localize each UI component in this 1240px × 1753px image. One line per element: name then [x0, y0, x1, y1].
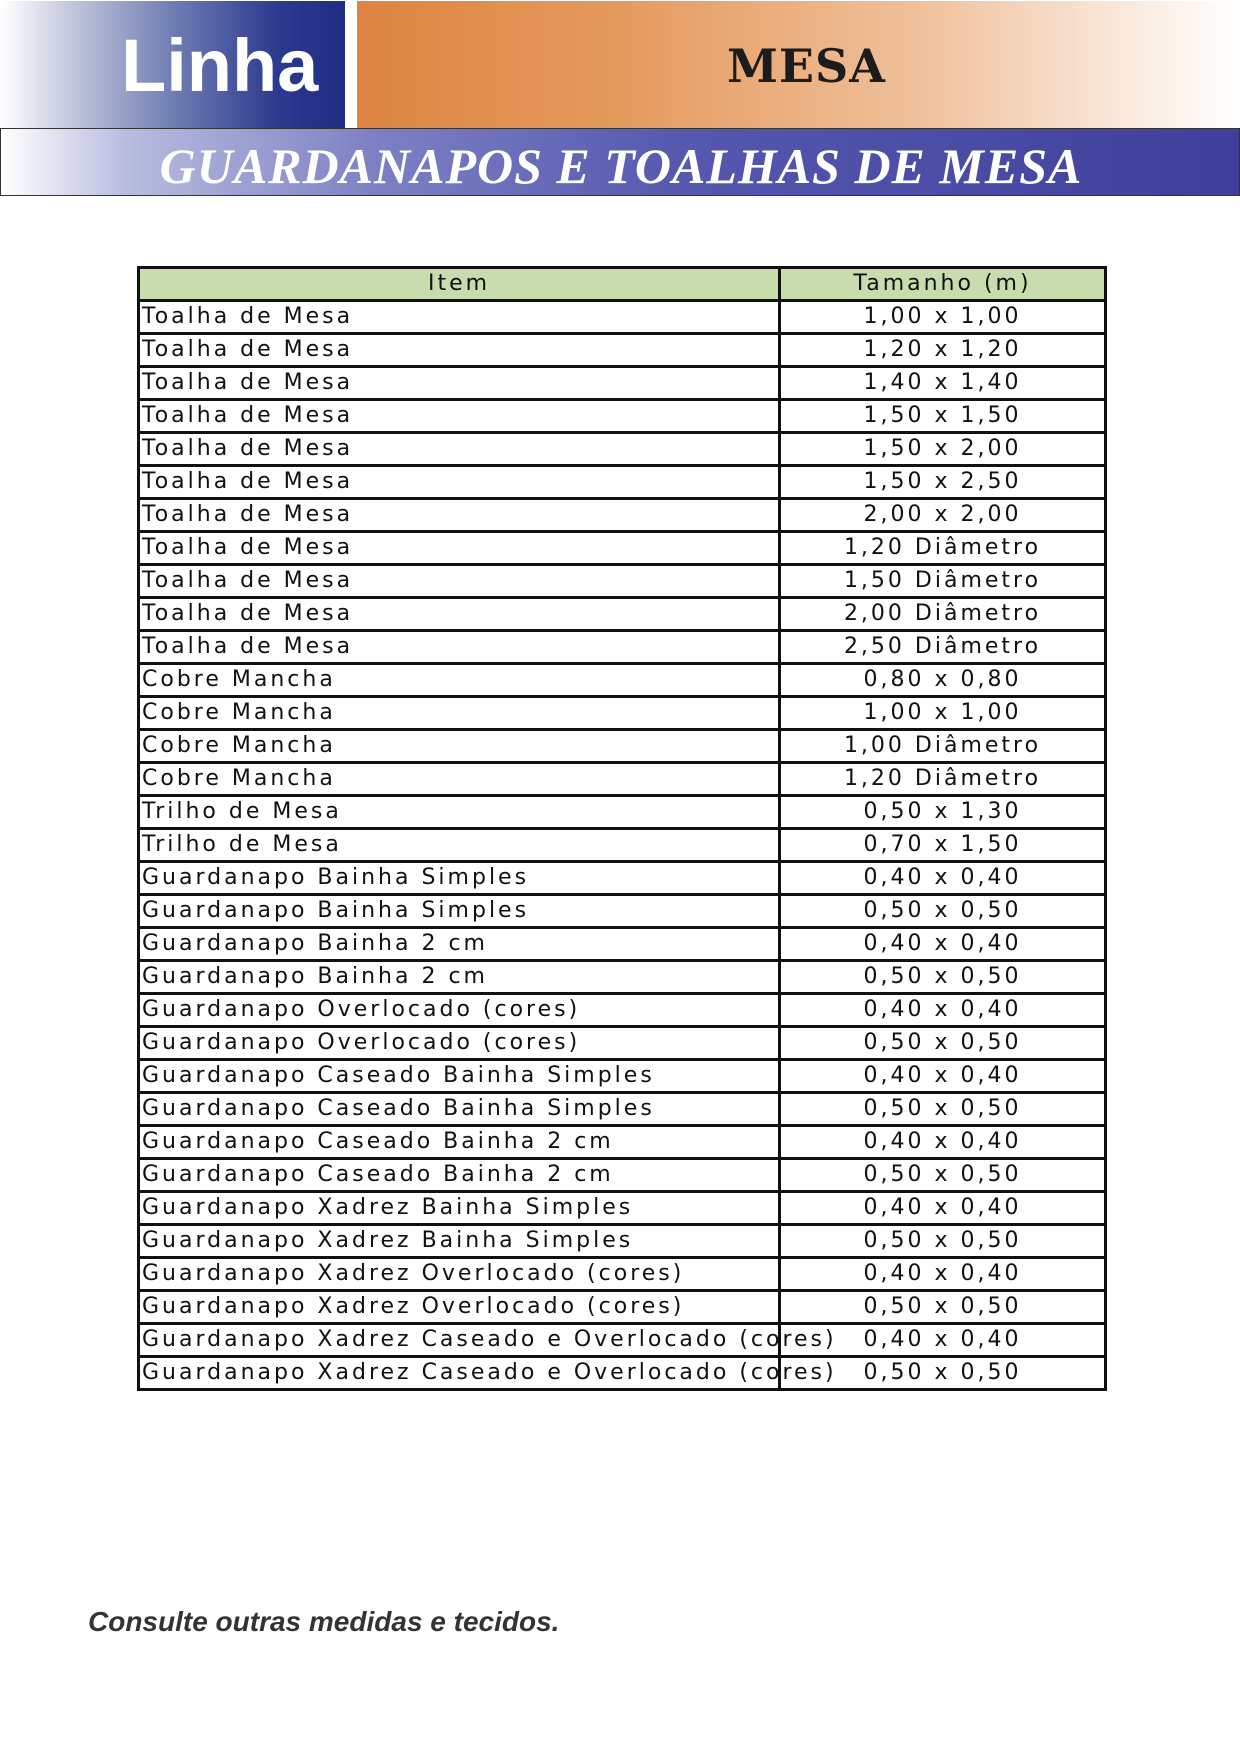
table-row	[139, 1159, 1106, 1192]
table-row	[139, 466, 1106, 499]
item-cell: Guardanapo Bainha 2 cm	[139, 928, 780, 961]
size-cell: 0,50 x 0,50	[780, 1027, 1106, 1060]
size-cell: 0,40 x 0,40	[780, 1258, 1106, 1291]
size-cell: 0,50 x 0,50	[780, 1291, 1106, 1324]
table-row	[139, 334, 1106, 367]
size-cell: 0,50 x 0,50	[780, 1225, 1106, 1258]
item-cell: Guardanapo Overlocado (cores)	[139, 1027, 780, 1060]
size-cell: 1,20 Diâmetro	[780, 532, 1106, 565]
product-table-container	[137, 266, 1107, 1391]
size-cell: 0,50 x 0,50	[780, 961, 1106, 994]
item-cell: Toalha de Mesa	[139, 433, 780, 466]
column-header-item: Item	[139, 268, 780, 301]
item-cell: Guardanapo Bainha 2 cm	[139, 961, 780, 994]
table-row	[139, 1192, 1106, 1225]
page-header	[0, 0, 1240, 196]
table-header-row	[139, 268, 1106, 301]
item-cell: Guardanapo Xadrez Bainha Simples	[139, 1192, 780, 1225]
size-cell: 0,40 x 0,40	[780, 994, 1106, 1027]
table-row	[139, 862, 1106, 895]
size-cell: 0,40 x 0,40	[780, 928, 1106, 961]
section-title: MESA	[727, 39, 886, 93]
item-cell: Guardanapo Bainha Simples	[139, 895, 780, 928]
table-row	[139, 1093, 1106, 1126]
size-cell: 0,50 x 0,50	[780, 1357, 1106, 1390]
size-cell: 1,50 x 2,00	[780, 433, 1106, 466]
table-row	[139, 565, 1106, 598]
table-row	[139, 400, 1106, 433]
item-cell: Toalha de Mesa	[139, 532, 780, 565]
table-row	[139, 631, 1106, 664]
item-cell: Guardanapo Bainha Simples	[139, 862, 780, 895]
size-cell: 1,50 x 1,50	[780, 400, 1106, 433]
item-cell: Toalha de Mesa	[139, 565, 780, 598]
table-row	[139, 433, 1106, 466]
item-cell: Guardanapo Caseado Bainha 2 cm	[139, 1159, 780, 1192]
brand-title: Linha	[121, 24, 319, 107]
item-cell: Guardanapo Caseado Bainha Simples	[139, 1060, 780, 1093]
size-cell: 1,50 x 2,50	[780, 466, 1106, 499]
table-row	[139, 598, 1106, 631]
size-cell: 0,40 x 0,40	[780, 1324, 1106, 1357]
table-body	[139, 301, 1106, 1390]
table-row	[139, 1126, 1106, 1159]
item-cell: Guardanapo Xadrez Bainha Simples	[139, 1225, 780, 1258]
table-row	[139, 961, 1106, 994]
table-row	[139, 697, 1106, 730]
item-cell: Guardanapo Xadrez Caseado e Overlocado (cores)	[139, 1357, 780, 1390]
table-row	[139, 367, 1106, 400]
size-cell: 0,40 x 0,40	[780, 862, 1106, 895]
item-cell: Trilho de Mesa	[139, 796, 780, 829]
brand-block	[1, 1, 351, 128]
size-cell: 2,00 x 2,00	[780, 499, 1106, 532]
size-cell: 0,50 x 0,50	[780, 1159, 1106, 1192]
size-cell: 1,50 Diâmetro	[780, 565, 1106, 598]
item-cell: Guardanapo Caseado Bainha Simples	[139, 1093, 780, 1126]
size-cell: 0,40 x 0,40	[780, 1126, 1106, 1159]
item-cell: Toalha de Mesa	[139, 499, 780, 532]
footer-note: Consulte outras medidas e tecidos.	[88, 1606, 560, 1637]
table-row	[139, 1225, 1106, 1258]
item-cell: Cobre Mancha	[139, 697, 780, 730]
size-cell: 2,50 Diâmetro	[780, 631, 1106, 664]
product-table	[137, 266, 1107, 1391]
table-row	[139, 664, 1106, 697]
item-cell: Guardanapo Overlocado (cores)	[139, 994, 780, 1027]
size-cell: 1,20 x 1,20	[780, 334, 1106, 367]
item-cell: Guardanapo Xadrez Overlocado (cores)	[139, 1258, 780, 1291]
item-cell: Cobre Mancha	[139, 730, 780, 763]
size-cell: 1,20 Diâmetro	[780, 763, 1106, 796]
item-cell: Toalha de Mesa	[139, 367, 780, 400]
size-cell: 0,70 x 1,50	[780, 829, 1106, 862]
table-row	[139, 301, 1106, 334]
table-row	[139, 730, 1106, 763]
item-cell: Guardanapo Xadrez Overlocado (cores)	[139, 1291, 780, 1324]
item-cell: Toalha de Mesa	[139, 598, 780, 631]
table-row	[139, 1060, 1106, 1093]
table-row	[139, 895, 1106, 928]
size-cell: 1,00 x 1,00	[780, 301, 1106, 334]
size-cell: 2,00 Diâmetro	[780, 598, 1106, 631]
table-row	[139, 796, 1106, 829]
size-cell: 0,50 x 1,30	[780, 796, 1106, 829]
table-row	[139, 994, 1106, 1027]
size-cell: 0,80 x 0,80	[780, 664, 1106, 697]
item-cell: Trilho de Mesa	[139, 829, 780, 862]
category-banner	[0, 128, 1240, 196]
item-cell: Toalha de Mesa	[139, 631, 780, 664]
table-row	[139, 763, 1106, 796]
item-cell: Cobre Mancha	[139, 664, 780, 697]
table-row	[139, 499, 1106, 532]
table-row	[139, 1027, 1106, 1060]
size-cell: 1,00 x 1,00	[780, 697, 1106, 730]
size-cell: 0,50 x 0,50	[780, 1093, 1106, 1126]
item-cell: Guardanapo Xadrez Caseado e Overlocado (cores)	[139, 1324, 780, 1357]
column-header-size: Tamanho (m)	[780, 268, 1106, 301]
table-row	[139, 532, 1106, 565]
item-cell: Toalha de Mesa	[139, 334, 780, 367]
size-cell: 1,40 x 1,40	[780, 367, 1106, 400]
table-row	[139, 1291, 1106, 1324]
size-cell: 1,00 Diâmetro	[780, 730, 1106, 763]
size-cell: 0,40 x 0,40	[780, 1060, 1106, 1093]
item-cell: Toalha de Mesa	[139, 466, 780, 499]
item-cell: Cobre Mancha	[139, 763, 780, 796]
table-row	[139, 1357, 1106, 1390]
item-cell: Toalha de Mesa	[139, 301, 780, 334]
item-cell: Guardanapo Caseado Bainha 2 cm	[139, 1126, 780, 1159]
size-cell: 0,50 x 0,50	[780, 895, 1106, 928]
category-title: GUARDANAPOS E TOALHAS DE MESA	[159, 138, 1083, 194]
section-block	[357, 1, 1239, 128]
table-row	[139, 1258, 1106, 1291]
table-row	[139, 829, 1106, 862]
item-cell: Toalha de Mesa	[139, 400, 780, 433]
table-row	[139, 1324, 1106, 1357]
table-row	[139, 928, 1106, 961]
size-cell: 0,40 x 0,40	[780, 1192, 1106, 1225]
